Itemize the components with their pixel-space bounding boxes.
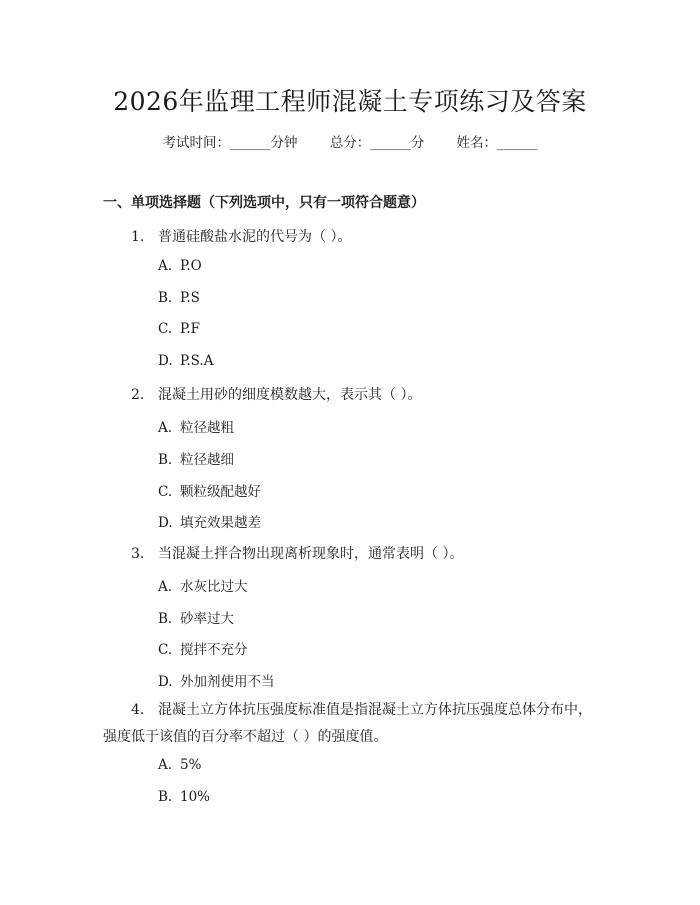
option-text: P.S.A [180,353,214,369]
option-2c [158,480,261,500]
time-label: 考试时间： [162,135,230,151]
option-text: 填充效果越差 [180,515,261,531]
question-text: 当混凝土拌合物出现离析现象时，通常表明（ ）。 [158,546,464,562]
option-1d [158,353,213,369]
option-1a [158,258,202,274]
option-letter: A. [158,258,173,274]
option-letter: A. [158,579,173,595]
option-text: P.O [180,258,202,274]
exam-meta [0,131,700,151]
time-unit: 分钟 [270,135,298,151]
option-letter: A. [158,420,173,436]
option-text: 10% [180,789,211,805]
option-text: 5% [180,757,202,773]
option-2a [158,416,234,436]
name-label: 姓名： [456,135,498,151]
option-text: 粒径越粗 [180,420,234,436]
option-text: 外加剂使用不当 [180,674,275,690]
option-letter: B. [158,611,173,627]
option-2b [158,448,234,468]
question-3 [131,543,463,563]
option-letter: D. [158,353,173,369]
score-blank: ______ [370,135,411,151]
question-number: 1. [131,229,145,245]
question-number: 3. [131,546,145,562]
option-letter: C. [158,321,173,337]
option-letter: B. [158,789,173,805]
option-letter: D. [158,674,173,690]
option-3c [158,638,248,658]
option-4a [158,757,201,773]
time-blank: ______ [229,135,271,151]
option-text: 搅拌不充分 [180,642,248,658]
option-text: 颗粒级配越好 [180,484,261,500]
option-letter: B. [158,290,173,306]
question-text: 混凝土立方体抗压强度标准值是指混凝土立方体抗压强度总体分布中，强度低于该值的百分率不超过（ ）的强度值。 [103,702,592,745]
option-3b [158,607,234,627]
option-letter: A. [158,757,173,773]
question-text: 混凝土用砂的细度模数越大，表示其（ ）。 [158,387,422,403]
option-text: 粒径越细 [180,452,234,468]
question-2 [131,384,421,404]
option-4b [158,789,210,805]
score-unit: 分 [410,135,425,151]
option-letter: C. [158,484,173,500]
option-letter: B. [158,452,173,468]
option-1c [158,321,200,337]
name-blank: ______ [497,135,538,151]
question-number: 4. [131,702,145,718]
question-4 [103,697,603,751]
option-text: P.F [180,321,201,337]
option-text: 水灰比过大 [180,579,248,595]
score-label: 总分： [329,135,371,151]
option-text: P.S [180,290,200,306]
document-title: 2026年监理工程师混凝土专项练习及答案 [113,87,587,116]
question-number: 2. [131,387,145,403]
option-3a [158,575,248,595]
option-1b [158,290,200,306]
question-text: 普通硅酸盐水泥的代号为（ ）。 [158,229,352,245]
option-letter: D. [158,515,173,531]
option-letter: C. [158,642,173,658]
option-text: 砂率过大 [180,611,234,627]
section-title: 一、单项选择题（下列选项中，只有一项符合题意） [103,195,425,211]
option-3d [158,670,275,690]
option-2d [158,511,261,531]
question-1 [131,226,351,246]
